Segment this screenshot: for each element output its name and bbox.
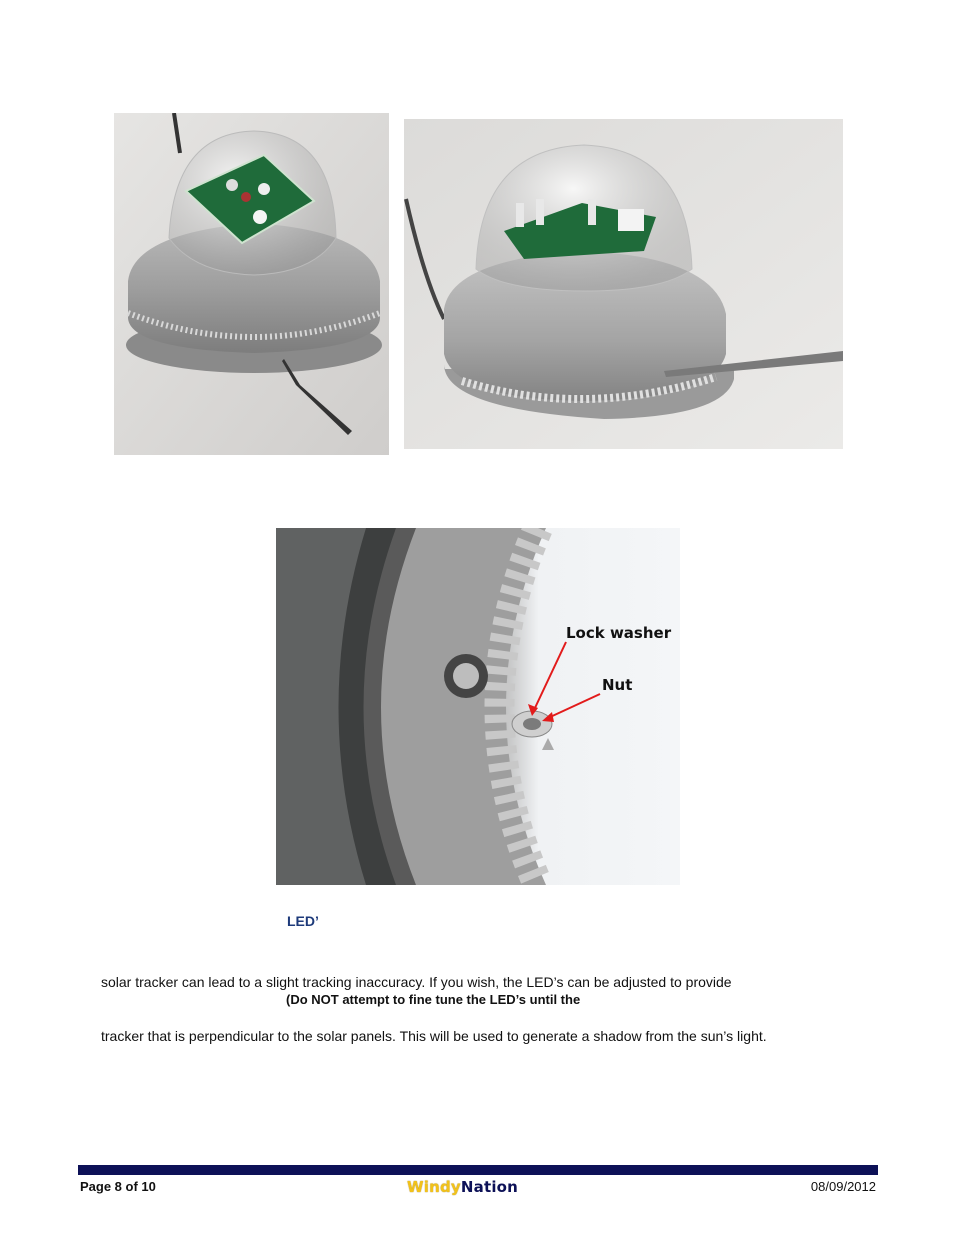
section-heading: LED’	[287, 913, 319, 929]
logo-nation: Nation	[460, 1178, 519, 1196]
callout-nut: Nut	[602, 676, 633, 694]
page-number: Page 8 of 10	[80, 1179, 156, 1194]
body-line-2-bold: (Do NOT attempt to fine tune the LED’s until the	[286, 992, 581, 1007]
logo-windy: Windy	[407, 1178, 461, 1196]
body-line-3: tracker that is perpendicular to the solar panels. This will be used to generate a shadow from the sun’s light.	[101, 1028, 767, 1044]
photo-sensor-dome-hex-key	[114, 113, 389, 455]
callout-lock-washer: Lock washer	[566, 624, 672, 642]
body-line-1: solar tracker can lead to a slight tracking inaccuracy. If you wish, the LED’s can be adjusted to provide	[101, 974, 732, 990]
document-date: 08/09/2012	[810, 1179, 876, 1194]
photo-sensor-dome-screwdriver	[404, 119, 843, 449]
windynation-logo	[407, 1178, 518, 1196]
photo-lock-washer-nut-closeup	[276, 528, 680, 885]
footer-rule	[78, 1165, 878, 1175]
